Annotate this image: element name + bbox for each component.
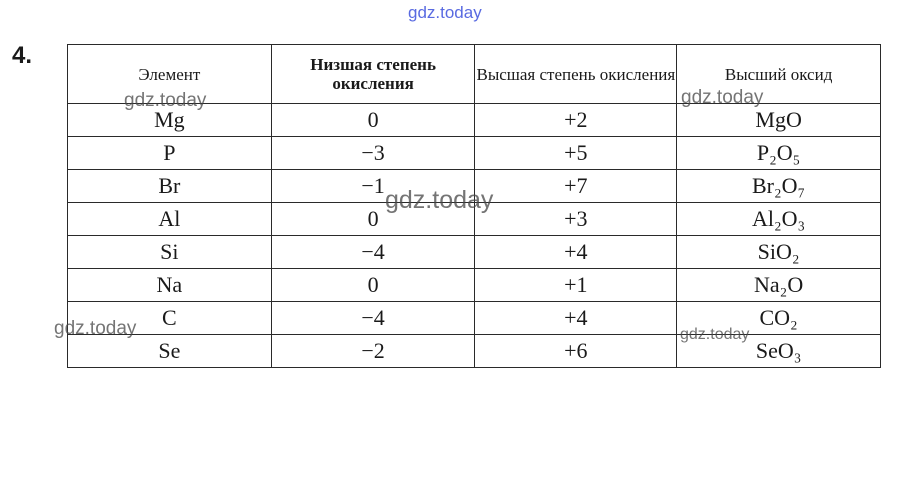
cell-oxide: P₂O₅ (677, 137, 881, 170)
cell-oxide: SeO₃ (677, 335, 881, 368)
cell-highest: +3 (475, 203, 677, 236)
cell-element: Si (68, 236, 272, 269)
watermark-text: gdz.today (408, 3, 482, 22)
cell-highest: +7 (475, 170, 677, 203)
cell-lowest: 0 (271, 203, 475, 236)
cell-oxide: Na₂O (677, 269, 881, 302)
header-lowest-oxidation: Низшая степень окисления (271, 45, 475, 104)
table-row (68, 137, 881, 170)
table-row (68, 236, 881, 269)
cell-lowest: 0 (271, 104, 475, 137)
cell-element: Al (68, 203, 272, 236)
cell-element: Br (68, 170, 272, 203)
cell-element: P (68, 137, 272, 170)
cell-highest: +6 (475, 335, 677, 368)
cell-lowest: −4 (271, 236, 475, 269)
cell-lowest: −1 (271, 170, 475, 203)
cell-lowest: −3 (271, 137, 475, 170)
header-highest-oxide: Высший оксид (677, 45, 881, 104)
watermark-text: gdz.today (681, 87, 764, 108)
watermark-text: gdz.today (124, 90, 207, 111)
cell-oxide: SiO₂ (677, 236, 881, 269)
cell-element: Mg (68, 104, 272, 137)
task-number: 4. (12, 42, 33, 69)
cell-element: Se (68, 335, 272, 368)
cell-element: Na (68, 269, 272, 302)
table-row (68, 269, 881, 302)
watermark-text: gdz.today (680, 326, 750, 343)
cell-highest: +1 (475, 269, 677, 302)
cell-highest: +5 (475, 137, 677, 170)
cell-lowest: 0 (271, 269, 475, 302)
watermark-text: gdz.today (385, 186, 494, 214)
cell-lowest: −4 (271, 302, 475, 335)
table-row (68, 302, 881, 335)
cell-highest: +4 (475, 236, 677, 269)
cell-oxide: Al₂O₃ (677, 203, 881, 236)
cell-oxide: CO₂ (677, 302, 881, 335)
table-row (68, 335, 881, 368)
cell-highest: +2 (475, 104, 677, 137)
cell-element: C (68, 302, 272, 335)
header-highest-oxidation: Высшая степень окисления (475, 45, 677, 104)
watermark-text: gdz.today (54, 318, 137, 339)
cell-oxide: MgO (677, 104, 881, 137)
cell-highest: +4 (475, 302, 677, 335)
cell-lowest: −2 (271, 335, 475, 368)
header-element: Элемент (68, 45, 272, 104)
cell-oxide: Br₂O₇ (677, 170, 881, 203)
